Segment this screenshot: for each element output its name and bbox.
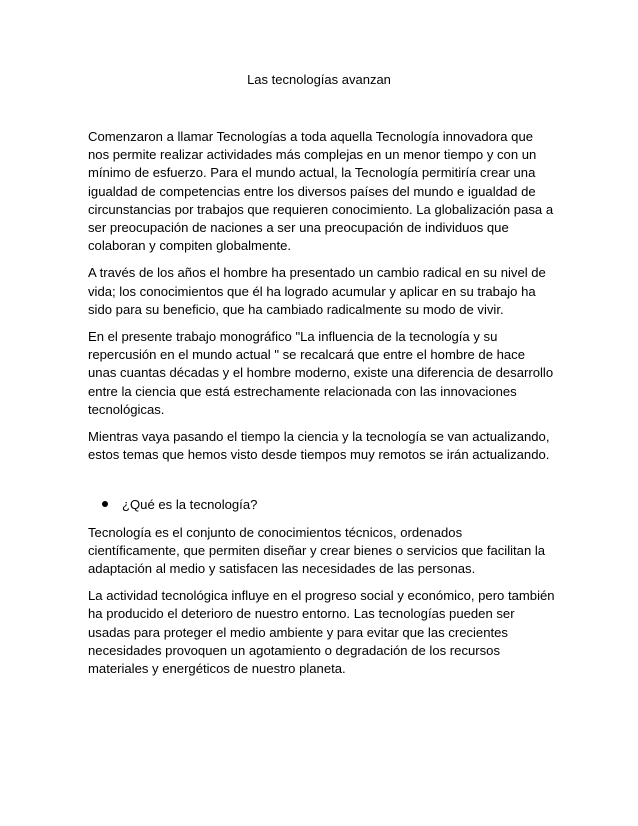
document-body xyxy=(88,128,556,687)
bullet-item-question xyxy=(88,496,556,514)
bullet-dot-icon xyxy=(102,501,108,507)
paragraph-monograph: En el presente trabajo monográfico "La influencia de la tecnología y su repercusión en el mundo actual " se recalcará que entre el hombre de hace unas cuantas décadas y el hombre moderno, existe una diferencia de desarrollo entre la ciencia que está estrechamente relacionada con las innovaciones tecnológicas. xyxy=(88,329,554,417)
paragraph-time: Mientras vaya pasando el tiempo la ciencia y la tecnología se van actualizando, estos temas que hemos visto desde tiempos muy remotos se irán actualizando. xyxy=(88,429,550,463)
paragraph-definition: Tecnología es el conjunto de conocimientos técnicos, ordenados científicamente, que permiten diseñar y crear bienes o servicios que facilitan la adaptación al medio y satisfacen las necesidades de las personas. xyxy=(88,524,546,577)
paragraph-impact: La actividad tecnológica influye en el progreso social y económico, pero también ha producido el deterioro de nuestro entorno. Las tecnologías pueden ser usadas para proteger el medio ambiente y para evitar que las crecientes necesidades provoquen un agotamiento o degradación de los recursos materiales y energéticos de nuestro planeta. xyxy=(88,588,555,677)
bullet-text: ¿Qué es la tecnología? xyxy=(122,497,258,513)
paragraph-history: A través de los años el hombre ha presentado un cambio radical en su nivel de vida; los conocimientos que él ha logrado acumular y aplicar en su trabajo ha sido para su beneficio, que ha cambiado radicalmente su modo de vivir. xyxy=(88,265,546,317)
paragraph-intro: Comenzaron a llamar Tecnologías a toda aquella Tecnología innovadora que nos permite realizar actividades más complejas en un menor tiempo y con un mínimo de esfuerzo. Para el mundo actual, la Tecnología permitiría crear una igualdad de competencias entre los diversos países del mundo e igualdad de circunstancias por trabajos que requieren conocimiento. La globalización pasa a ser preocupación de naciones a ser una preocupación de individuos que colaboran y compiten globalmente. xyxy=(88,129,554,254)
document-title: Las tecnologías avanzan xyxy=(247,72,391,87)
